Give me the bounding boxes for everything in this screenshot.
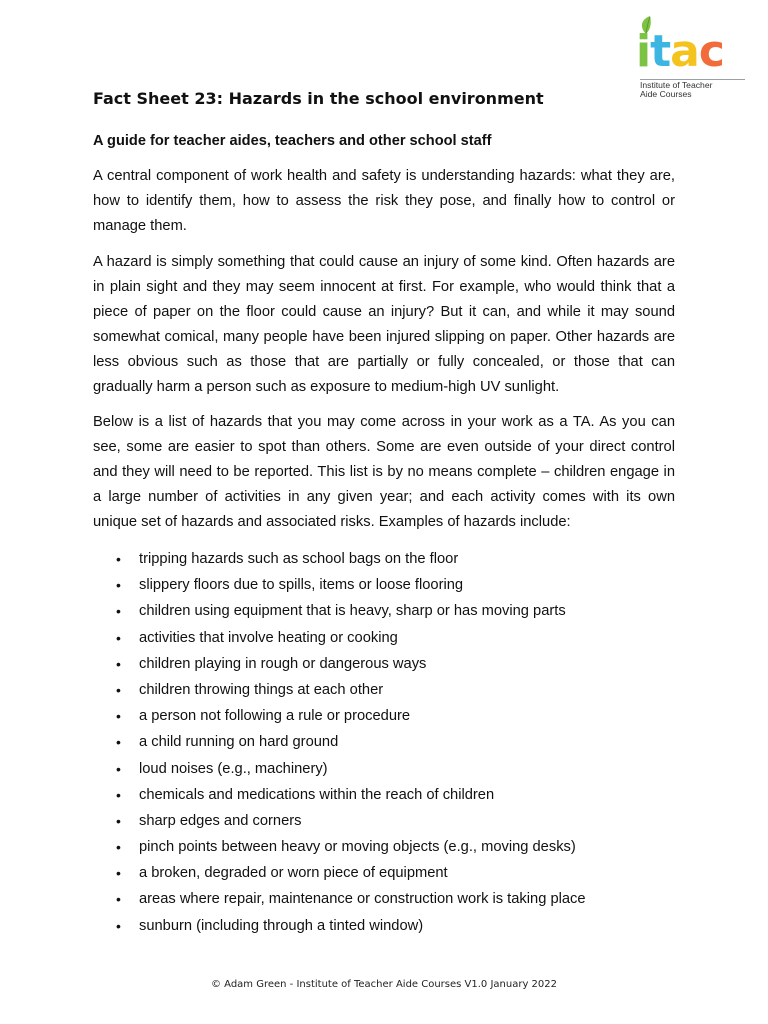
list-item-text: pinch points between heavy or moving objects (e.g., moving desks) [139,839,576,856]
hazard-list [93,546,675,939]
list-item [93,598,675,624]
list-item-text: tripping hazards such as school bags on the floor [139,551,459,567]
bullet-icon: • [116,891,121,908]
bullet-icon: • [116,839,121,856]
page-title: Fact Sheet 23: Hazards in the school environment [93,89,544,108]
bullet-icon: • [116,760,121,777]
page-footer: © Adam Green - Institute of Teacher Aide Courses V1.0 January 2022 [210,979,558,990]
list-item [93,886,675,912]
bullet-icon: • [116,655,121,672]
list-item-text: activities that involve heating or cooking [139,629,398,646]
bullet-icon: • [116,812,121,829]
list-item [93,546,675,572]
bullet-icon: • [116,577,121,594]
logo-letter-t: t [650,26,671,77]
list-item [93,834,675,860]
paragraph-intro: A central component of work health and safety is understanding hazards: what they are, how to identify them, how to assess the risk they pose, and finally how to control or manage them. [93,168,675,234]
bullet-icon: • [116,917,121,934]
logo-letter-c: c [698,26,724,77]
list-item [93,860,675,886]
bullet-icon: • [116,603,121,620]
bullet-icon: • [116,708,121,725]
itac-logo [632,10,752,100]
list-item [93,625,675,651]
list-item-text: chemicals and medications within the reach of children [139,786,495,803]
list-item [93,808,675,834]
list-item [93,651,675,677]
list-item [93,677,675,703]
list-item-text: a child running on hard ground [139,734,339,751]
page-subtitle: A guide for teacher aides, teachers and other school staff [93,133,492,149]
list-item [93,572,675,598]
list-item [93,913,675,939]
paragraph-hazard-definition: A hazard is simply something that could cause an injury of some kind. Often hazards are in plain sight and they may seem innocent at first. For example, who would think that a piece of paper on the floor could cause an injury? But it can, and while it may sound somewhat comical, many people have been injured slipping on paper. Other hazards are less obvious such as those that are partially or fully concealed, or those that can gradually harm a person such as exposure to medium-high UV sunlight. [93,254,675,395]
list-item [93,782,675,808]
list-item-text: areas where repair, maintenance or construction work is taking place [139,891,586,908]
list-item-text: sharp edges and corners [139,812,302,829]
logo-subtitle: Institute of Teacher Aide Courses [640,80,713,100]
bullet-icon: • [116,734,121,751]
logo-letter-a: a [670,26,699,77]
list-item [93,703,675,729]
bullet-icon: • [116,865,121,882]
bullet-icon: • [116,551,121,567]
bullet-icon: • [116,786,121,803]
list-item [93,756,675,782]
paragraph-hazard-list-intro: Below is a list of hazards that you may come across in your work as a TA. As you can see, some are easier to spot than others. Some are even outside of your direct control and they will need to be reported. This list is by no means complete – children engage in a large number of activities in any given year; and each activity comes with its own unique set of hazards and associated risks. Examples of hazards include: [93,414,675,530]
bullet-icon: • [116,681,121,698]
list-item-text: sunburn (including through a tinted window) [139,917,424,934]
list-item-text: a person not following a rule or procedure [139,708,411,725]
logo-letter-i: i [636,26,651,77]
list-item-text: children using equipment that is heavy, sharp or has moving parts [139,603,566,620]
logo-wordmark [636,28,724,76]
list-item [93,729,675,755]
list-item-text: slippery floors due to spills, items or loose flooring [139,577,464,594]
list-item-text: children throwing things at each other [139,681,384,698]
list-item-text: loud noises (e.g., machinery) [139,760,328,777]
list-item-text: children playing in rough or dangerous ways [139,655,427,672]
bullet-icon: • [116,629,121,646]
list-item-text: a broken, degraded or worn piece of equipment [139,865,448,882]
